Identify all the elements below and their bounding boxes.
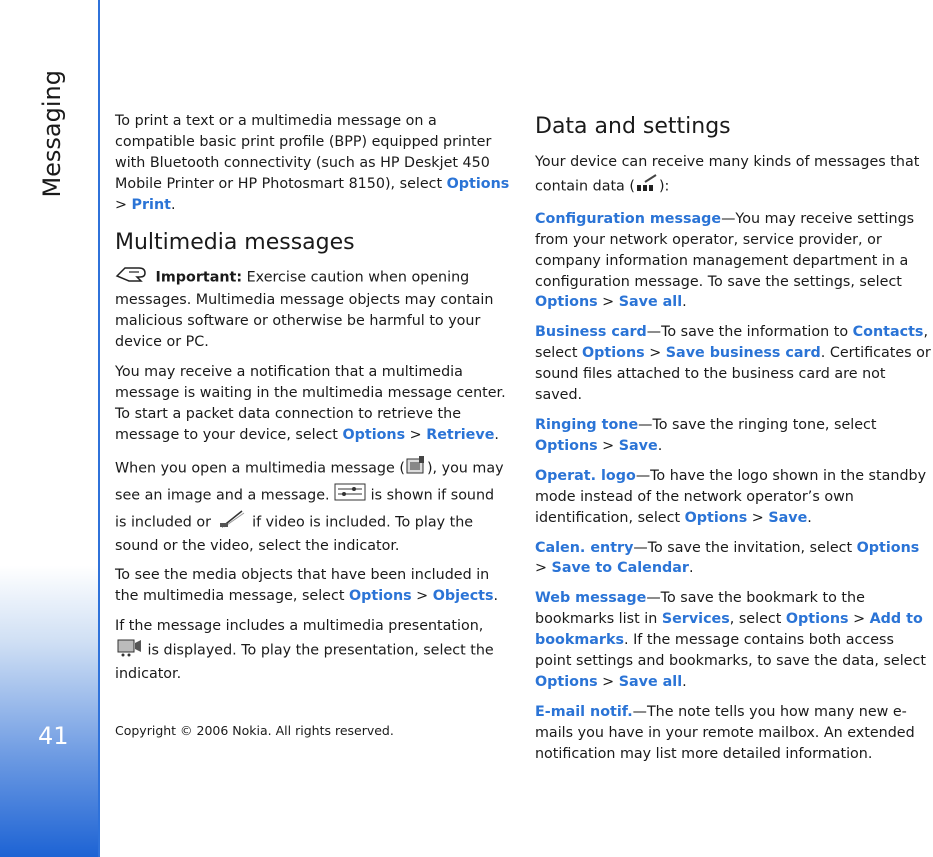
left-column [115, 111, 510, 694]
page-number: 41 [38, 722, 69, 750]
business-card-paragraph: Business card—To save the information to Contacts, select Options > Save business card. Certificates or sound files attached to the business card are not saved. [535, 324, 931, 404]
operator-logo-paragraph: Operat. logo—To have the logo shown in the standby mode instead of the network operator’s own identification, select Options > Save. [535, 467, 927, 526]
copyright: Copyright © 2006 Nokia. All rights reserved. [115, 723, 394, 738]
important-paragraph: Important: Exercise caution when opening messages. Multimedia message objects may contain malicious software or otherwise be harmful to your device or PC. [115, 264, 510, 354]
presentation-paragraph: If the message includes a multimedia presentation, is displayed. To play the presentation, select the indicator. [115, 618, 494, 683]
section-title: Messaging [38, 70, 66, 198]
ringing-tone-paragraph: Ringing tone—To save the ringing tone, select Options > Save. [535, 416, 877, 454]
notification-paragraph: You may receive a notification that a multimedia message is waiting in the multimedia message center. To start a packet data connection to retrieve the message to your device, select Options > Retrieve. [115, 364, 506, 443]
data-message-icon [635, 173, 659, 200]
data-settings-heading: Data and settings [535, 114, 731, 139]
sound-indicator-icon [334, 482, 366, 509]
objects-paragraph: To see the media objects that have been included in the multimedia message, select Options > Objects. [115, 567, 499, 605]
important-hand-icon [115, 264, 151, 291]
data-intro-paragraph: Your device can receive many kinds of messages that contain data ( ): [535, 152, 933, 200]
configuration-message-paragraph: Configuration message—You may receive settings from your network operator, service provider, or company information management department in a configuration message. To save the settings, select Options > Save all. [535, 210, 915, 311]
calendar-entry-paragraph: Calen. entry—To save the invitation, select Options > Save to Calendar. [535, 539, 920, 577]
multimedia-message-icon [405, 455, 427, 482]
print-paragraph: To print a text or a multimedia message on a compatible basic print profile (BPP) equipped printer with Bluetooth connectivity (such as HP Deskjet 450 Mobile Printer or HP Photosmart 8150), select Options > Print. [115, 113, 510, 213]
presentation-indicator-icon [115, 637, 143, 664]
video-indicator-icon [216, 509, 248, 536]
right-column [535, 111, 933, 774]
open-message-paragraph: When you open a multimedia message ( ), you may see an image and a message. is shown if sound is included or if video is included. To play the sound or the video, select the indicator. [115, 455, 510, 557]
email-notification-paragraph: E-mail notif.—The note tells you how many new e-mails you have in your remote mailbox. An extended notification may list more detailed information. [535, 703, 915, 762]
web-message-paragraph: Web message—To save the bookmark to the bookmarks list in Services, select Options > Add to bookmarks. If the message contains both access point settings and bookmarks, to save the data, select Options > Save all. [535, 590, 926, 690]
multimedia-heading: Multimedia messages [115, 229, 355, 255]
section-label [38, 70, 78, 270]
